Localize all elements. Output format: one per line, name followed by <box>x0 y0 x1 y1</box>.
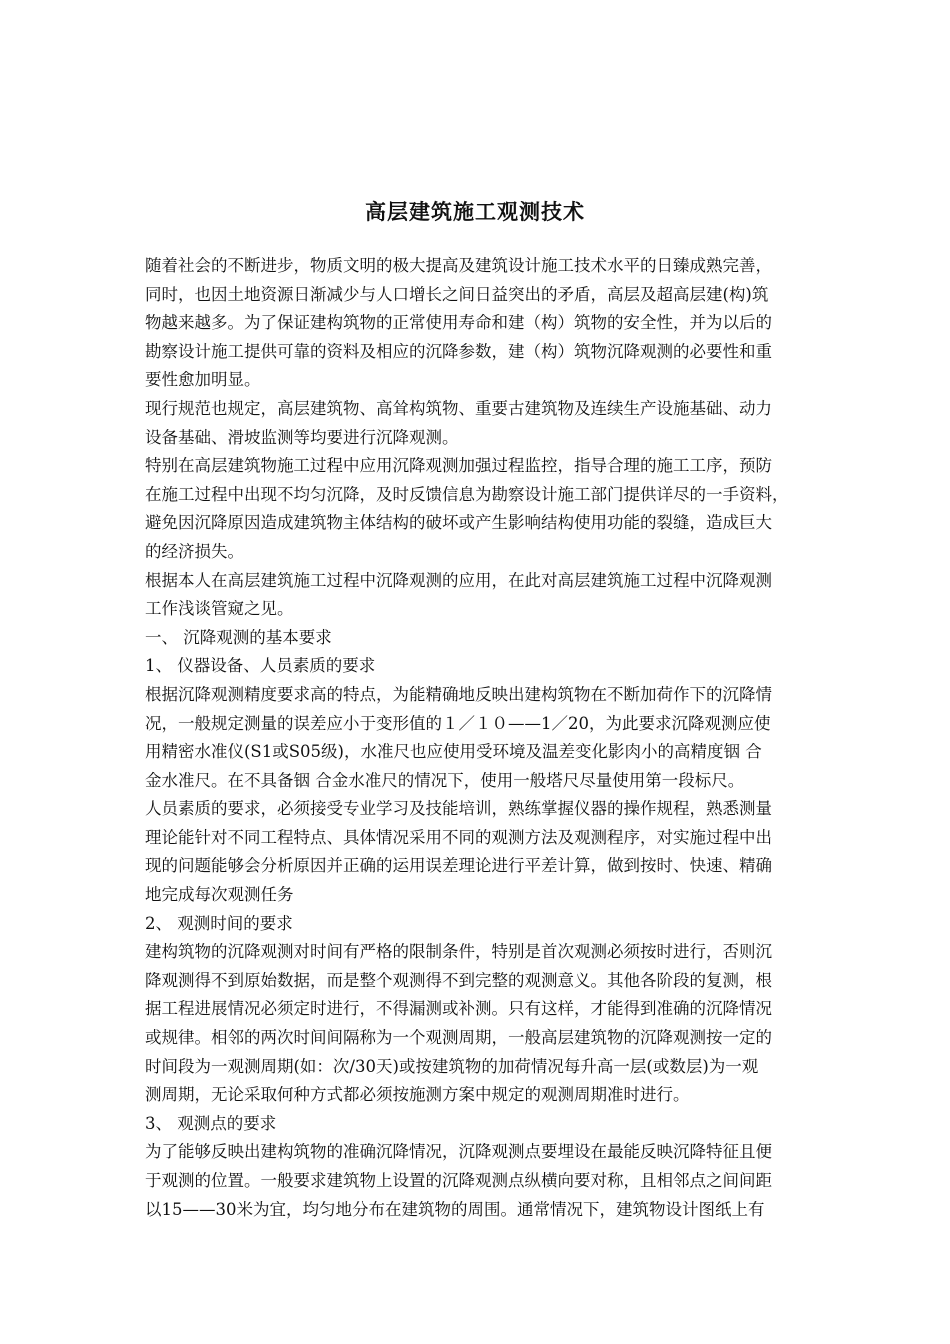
text-line: 为了能够反映出建构筑物的准确沉降情况，沉降观测点要埋设在最能反映沉降特征且便 <box>145 1142 772 1162</box>
text-line: 1、 仪器设备、人员素质的要求 <box>145 656 376 676</box>
text-line: 随着社会的不断进步，物质文明的极大提高及建筑设计施工技术水平的日臻成熟完善， <box>145 256 772 275</box>
text-line: 在施工过程中出现不均匀沉降，及时反馈信息为勘察设计施工部门提供详尽的一手资料， <box>145 484 789 504</box>
text-line: 2、 观测时间的要求 <box>145 913 293 933</box>
text-line: 3、 观测点的要求 <box>145 1113 277 1133</box>
text-line: 以15——30米为宜，均匀地分布在建筑物的周围。通常情况下，建筑物设计图纸上有 <box>145 1199 765 1219</box>
text-line: 现行规范也规定，高层建筑物、高耸构筑物、重要古建筑物及连续生产设施基础、动力 <box>145 398 772 418</box>
text-line: 一、 沉降观测的基本要求 <box>145 627 332 647</box>
text-line: 地完成每次观测任务 <box>145 885 294 905</box>
text-line: 避免因沉降原因造成建筑物主体结构的破坏或产生影响结构使用功能的裂缝，造成巨大 <box>145 513 772 533</box>
text-line: 的经济损失。 <box>145 541 244 561</box>
text-line: 测周期，无论采取何种方式都必须按施测方案中规定的观测周期准时进行。 <box>145 1085 690 1105</box>
text-line: 设备基础、滑坡监测等均要进行沉降观测。 <box>145 427 459 447</box>
text-line: 勘察设计施工提供可靠的资料及相应的沉降参数，建（构）筑物沉降观测的必要性和重 <box>145 341 772 361</box>
text-line: 时间段为一观测周期(如：次/30天)或按建筑物的加荷情况每升高一层(或数层)为一观 <box>145 1056 759 1076</box>
text-line: 金水准尺。在不具备铟 合金水准尺的情况下，使用一般塔尺尽量使用第一段标尺。 <box>145 770 745 790</box>
text-line: 根据沉降观测精度要求高的特点，为能精确地反映出建构筑物在不断加荷作下的沉降情 <box>145 684 772 704</box>
text-line: 建构筑物的沉降观测对时间有严格的限制条件，特别是首次观测必须按时进行，否则沉 <box>145 942 772 962</box>
text-line: 物越来越多。为了保证建构筑物的正常使用寿命和建（构）筑物的安全性，并为以后的 <box>145 313 772 333</box>
text-line: 据工程进展情况必须定时进行，不得漏测或补测。只有这样，才能得到准确的沉降情况 <box>145 999 772 1019</box>
document-body <box>145 252 883 1224</box>
document-title: 高层建筑施工观测技术 <box>365 199 585 224</box>
text-line: 降观测得不到原始数据，而是整个观测得不到完整的观测意义。其他各阶段的复测，根 <box>145 970 772 990</box>
text-line: 根据本人在高层建筑施工过程中沉降观测的应用，在此对高层建筑施工过程中沉降观测 <box>145 570 772 590</box>
text-line: 或规律。相邻的两次时间间隔称为一个观测周期，一般高层建筑物的沉降观测按一定的 <box>145 1028 772 1048</box>
text-line: 于观测的位置。一般要求建筑物上设置的沉降观测点纵横向要对称，且相邻点之间间距 <box>145 1171 772 1190</box>
text-line: 人员素质的要求，必须接受专业学习及技能培训，熟练掌握仪器的操作规程，熟悉测量 <box>145 799 772 819</box>
text-line: 况，一般规定测量的误差应小于变形值的１／１０——1／20，为此要求沉降观测应使 <box>145 713 771 733</box>
text-line: 要性愈加明显。 <box>145 370 261 390</box>
text-line: 同时，也因土地资源日渐减少与人口增长之间日益突出的矛盾，高层及超高层建(构)筑 <box>145 284 769 304</box>
text-line: 用精密水准仪(S1或S05级)，水准尺也应使用受环境及温差变化影肉小的高精度铟 合 <box>145 742 762 762</box>
text-line: 工作浅谈管窥之见。 <box>145 599 294 619</box>
text-line: 现的问题能够会分析原因并正确的运用误差理论进行平差计算，做到按时、快速、精确 <box>145 856 772 876</box>
text-line: 理论能针对不同工程特点、具体情况采用不同的观测方法及观测程序，对实施过程中出 <box>145 827 772 847</box>
text-line: 特别在高层建筑物施工过程中应用沉降观测加强过程监控，指导合理的施工工序，预防 <box>145 456 772 476</box>
